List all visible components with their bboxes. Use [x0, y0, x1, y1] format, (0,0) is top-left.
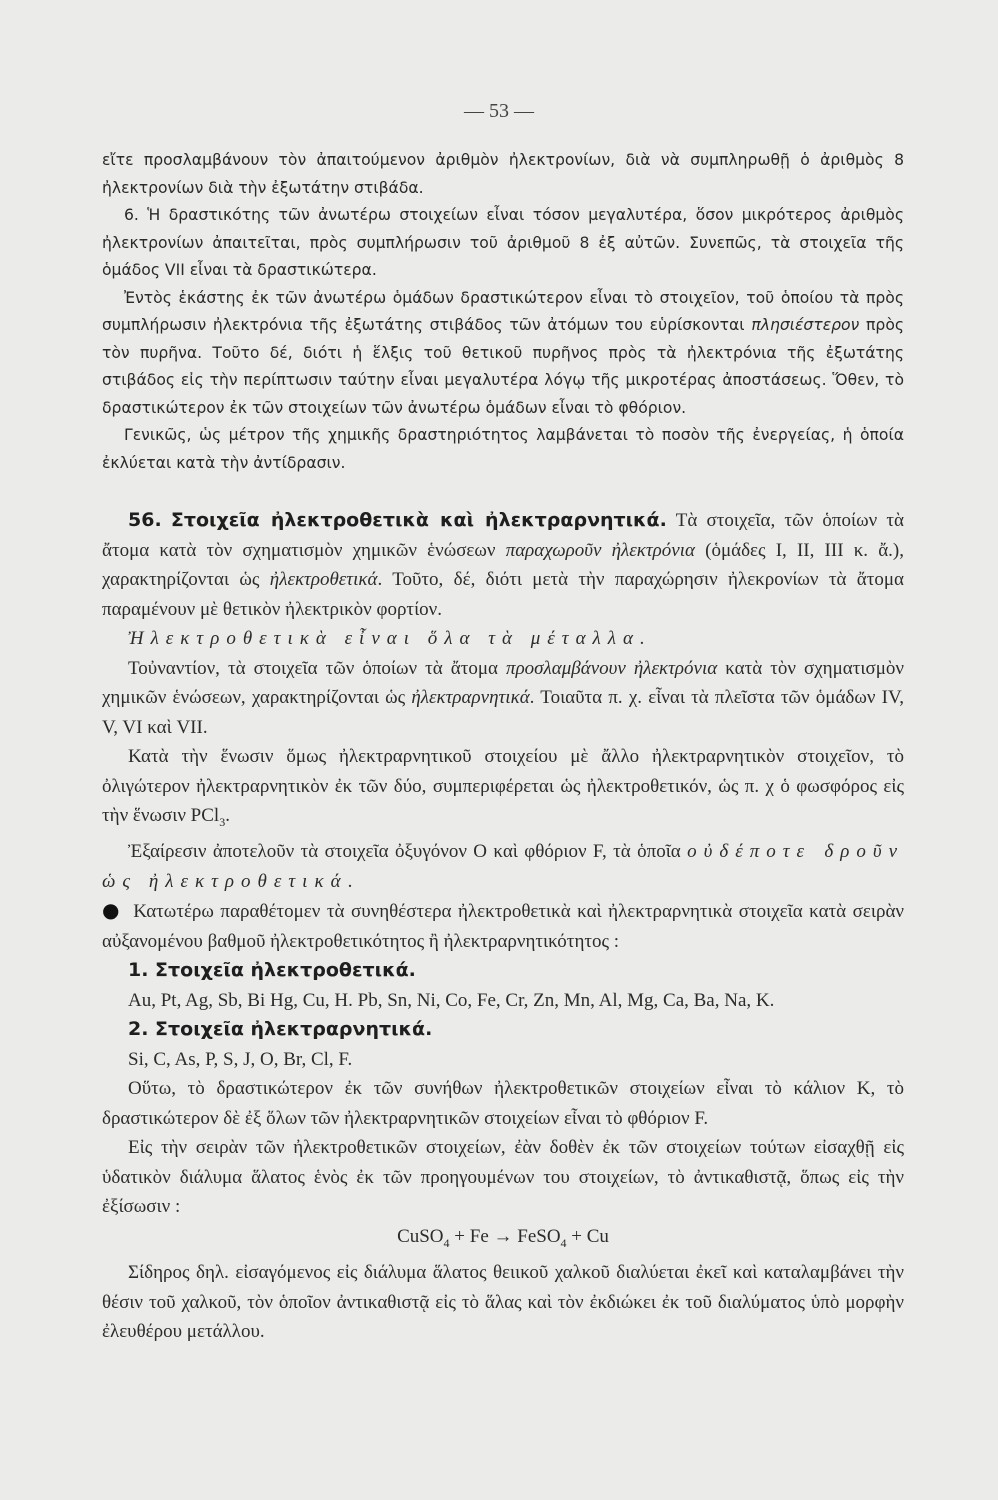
paragraph-list-intro: ● Κατωτέρω παραθέτομεν τὰ συνηθέστερα ἠλεκτροθετικὰ καὶ ἠλεκτραρνητικὰ στοιχεῖα κατὰ σειρὰν αὐξανομένου βαθμοῦ ἠλεκτροθετικότητος ἢ ἠλεκτραρνητικότητος : [102, 898, 904, 952]
paragraph-continuation: εἴτε προσλαμβάνουν τὸν ἀπαιτούμενον ἀριθμὸν ἠλεκτρονίων, διὰ νὰ συμπληρωθῇ ὁ ἀριθμὸς 8 ἠλεκτρονίων διὰ τὴν ἐξωτάτην στιβάδα. [102, 151, 904, 197]
paragraph-exception: Ἐξαίρεσιν ἀποτελοῦν τὰ στοιχεῖα ὀξυγόνον O καὶ φθόριον F, τὰ ὁποῖα οὐδέποτε δροῦν ὡς ἠλεκτροθετικά. [102, 841, 905, 892]
paragraph-series: Εἰς τὴν σειρὰν τῶν ἠλεκτροθετικῶν στοιχείων, ἐὰν δοθὲν ἐκ τῶν στοιχείων τούτων εἰσαχθῇ εἰς ὑδατικὸν διάλυμα ἅλατος ἑνὸς ἐκ τῶν προηγουμένων του στοιχείων, τὸ ἀντικαθιστᾷ, ὅπως εἰς τὴν ἐξίσωσιν : [102, 1137, 904, 1218]
paragraph-generally: Γενικῶς, ὡς μέτρον τῆς χημικῆς δραστηριότητος λαμβάνεται τὸ ποσὸν τῆς ἐνεργείας, ἡ ὁποία ἐκλύεται κατὰ τὴν ἀντίδρασιν. [102, 426, 904, 472]
section-number: 56. [128, 509, 162, 531]
emphasis-closest: πλησιέστερον [751, 316, 860, 334]
paragraph-opposite: Τοὐναντίον, τὰ στοιχεῖα τῶν ὁποίων τὰ ἄτομα προσλαμβάνουν ἠλεκτρόνια κατὰ τὸν σχηματισμὸν χημικῶν ἑνώσεων, χαρακτηρίζονται ὡς ἠλεκτραρνητικά. Τοιαῦτα π. χ. εἶναι τὰ πλεῖστα τῶν ὁμάδων IV, V, VI καὶ VII. [102, 657, 905, 738]
reaction-arrow-icon: → [493, 1225, 513, 1247]
list1-items: Au, Pt, Ag, Sb, Bi Hg, Cu, H. Pb, Sn, Ni, Co, Fe, Cr, Zn, Mn, Al, Mg, Ca, Ba, Na, K. [128, 989, 775, 1011]
list2-heading: 2. Στοιχεῖα ἠλεκτραρνητικά. [128, 1018, 433, 1041]
bullet-dot-icon: ● [102, 898, 122, 923]
lower-text-block [102, 506, 904, 1347]
paragraph-thus: Οὕτω, τὸ δραστικώτερον ἐκ τῶν συνήθων ἠλεκτροθετικῶν στοιχείων εἶναι τὸ κάλιον K, τὸ δραστικώτερον δὲ ἐξ ὅλων τῶν ἠλεκτραρνητικῶν στοιχείων εἶναι τὸ φθόριον F. [102, 1078, 904, 1129]
section-title: Στοιχεῖα ἠλεκτροθετικὰ καὶ ἠλεκτραρνητικά. [170, 509, 667, 531]
paragraph-iron: Σίδηρος δηλ. εἰσαγόμενος εἰς διάλυμα ἅλατος θειικοῦ χαλκοῦ διαλύεται ἐκεῖ καὶ καταλαμβάνει τὴν θέσιν τοῦ χαλκοῦ, τὸν ὁποῖον ἀντικαθιστᾷ εἰς τὸ ἅλας καὶ τὸν ἐκδιώκει ἐκ τοῦ διαλύματος ὑπὸ μορφὴν ἐλευθέρου μετάλλου. [102, 1262, 904, 1343]
section-56-paragraph: 56. Στοιχεῖα ἠλεκτροθετικὰ καὶ ἠλεκτραρνητικά. Τὰ στοιχεῖα, τῶν ὁποίων τὰ ἄτομα κατὰ τὸν σχηματισμὸν χημικῶν ἑνώσεων παραχωροῦν ἠλεκτρόνια (ὁμάδες I, II, III κ. ἄ.), χαρακτηρίζονται ὡς ἠλεκτροθετικά. Τοῦτο, δέ, διότι μετὰ τὴν παραχώρησιν ἠλεκρονίων τὰ ἄτομα παραμένουν μὲ θετικὸν ἠλεκτρικὸν φορτίον. [102, 509, 905, 620]
metals-statement: Ἠλεκτροθετικὰ εἶναι ὅλα τὰ μέταλλα. [128, 628, 652, 649]
paragraph-rule-6: 6. Ἡ δραστικότης τῶν ἀνωτέρω στοιχείων εἶναι τόσον μεγαλυτέρα, ὅσον μικρότερος ἀριθμὸς ἠλεκτρονίων ἀπαιτεῖται, πρὸς συμπλήρωσιν τοῦ ἀριθμοῦ 8 ἐξ αὐτῶν. Συνεπῶς, τὰ στοιχεῖα τῆς ὁμάδος VII εἶναι τὰ δραστικώτερα. [102, 206, 904, 279]
paragraph-union: Κατὰ τὴν ἕνωσιν ὅμως ἠλεκτραρνητικοῦ στοιχείου μὲ ἄλλο ἠλεκτραρνητικὸν στοιχεῖον, τὸ ὀλιγώτερον ἠλεκτραρνητικὸν ἐκ τῶν δύο, συμπεριφέρεται ὡς ἠλεκτροθετικόν, ὡς π. χ ὁ φωσφόρος εἰς τὴν ἕνωσιν PCl$_3$. [102, 746, 904, 829]
upper-text-block [102, 147, 904, 477]
page-number: — 53 — [464, 100, 534, 122]
list2-items: Si, C, As, P, S, J, O, Br, Cl, F. [128, 1048, 353, 1070]
paragraph-within-group: Ἐντὸς ἑκάστης ἐκ τῶν ἀνωτέρω ὁμάδων δραστικώτερον εἶναι τὸ στοιχεῖον, τοῦ ὁποίου τὰ πρὸς συμπλήρωσιν ἠλεκτρόνια τῆς ἐξωτάτης στιβάδος τῶν ἀτόμων του εὑρίσκονται πλησιέστερον πρὸς τὸν πυρῆνα. Τοῦτο δέ, διότι ἡ ἕλξις τοῦ θετικοῦ πυρῆνος πρὸς τὰ ἠλεκτρόνια τῆς ἐξωτάτης στιβάδος εἰς τὴν περίπτωσιν ταύτην εἶναι μεγαλυτέρα λόγῳ τῆς μικροτέρας ἀποστάσεως. Ὅθεν, τὸ δραστικώτερον ἐκ τῶν στοιχείων τῶν ἀνωτέρω ὁμάδων εἶναι τὸ φθόριον. [102, 288, 905, 417]
chemical-equation: CuSO$_4$ + Fe → FeSO$_4$ + Cu [397, 1225, 609, 1250]
list1-heading: 1. Στοιχεῖα ἠλεκτροθετικά. [128, 959, 416, 982]
